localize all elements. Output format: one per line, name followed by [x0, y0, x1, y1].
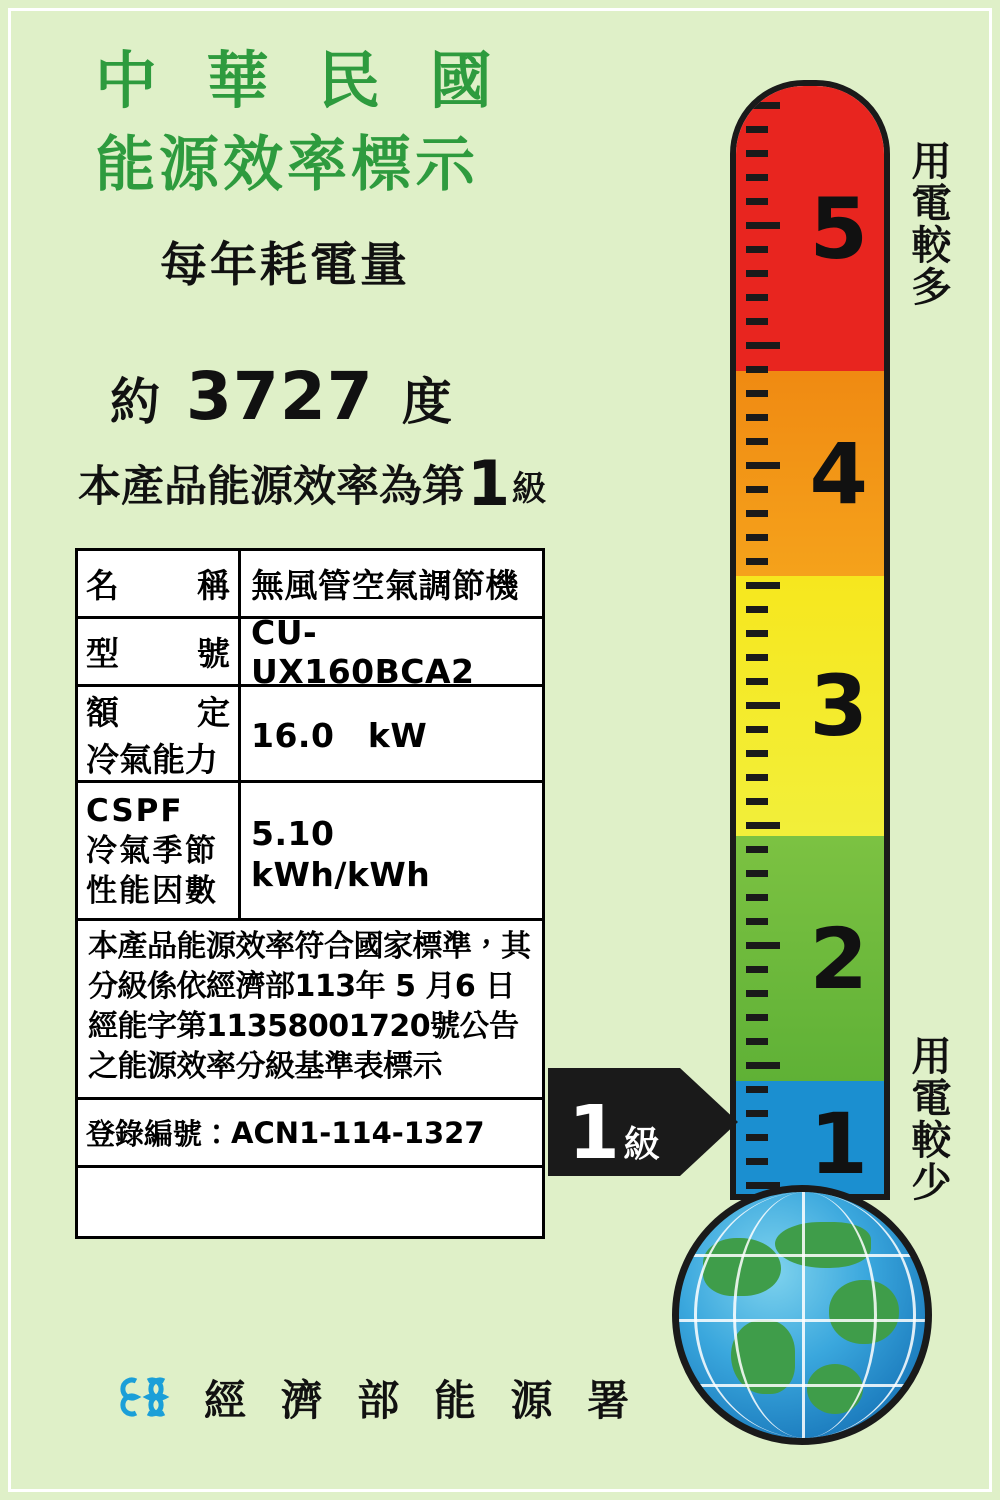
efficiency-scale [700, 80, 890, 1210]
scale-band-3-label: 3 [809, 657, 868, 755]
arrow-label [548, 1068, 680, 1176]
spec-value-name: 無風管空氣調節機 [251, 566, 519, 605]
spec-key-cspf-line1: CSPF [86, 792, 184, 829]
table-row [78, 551, 542, 619]
note-cell [78, 921, 542, 1097]
standard-note-text: 本產品能源效率符合國家標準，其分級係依經濟部113年 5 月6 日經能字第11358001720號公告之能源效率分級基準表標示 [88, 929, 531, 1084]
spec-key-cspf-line2: 冷氣季節 [86, 832, 218, 869]
page-title-line2: 能源效率標示 [95, 130, 479, 200]
registration-value: ACN1-114-1327 [231, 1115, 485, 1150]
page-subtitle: 每年耗電量 [160, 238, 410, 293]
grade-prefix: 本產品能源效率為第 [78, 462, 465, 512]
spec-value-cspf: 5.10 kWh/kWh [251, 813, 431, 894]
footer [118, 1368, 639, 1428]
page-title-line1: 中 華 民 國 [95, 44, 506, 117]
table-row-note [78, 921, 542, 1100]
globe-bulb-icon [672, 1185, 932, 1445]
efficiency-grade-statement [78, 447, 547, 520]
consumption-unit: 度 [401, 373, 452, 431]
annual-consumption [110, 358, 452, 435]
arrow-grade-number: 1 [568, 1090, 620, 1176]
spec-key-capacity-line2: 冷氣能力 [86, 739, 218, 779]
globe-sphere [672, 1185, 932, 1445]
table-row [78, 783, 542, 921]
spec-key-cspf [78, 783, 241, 918]
scale-band-5-label: 5 [809, 179, 868, 278]
scale-band-2-label: 2 [809, 909, 868, 1008]
consumption-value: 3727 [186, 358, 374, 435]
spec-value-model: CU-UX160BCA2 [251, 612, 475, 691]
spec-key-cspf-line3: 性能因數 [86, 872, 218, 909]
scale-ticks [736, 86, 884, 1194]
arrow-grade-suffix: 級 [623, 1124, 660, 1165]
scale-label-high-usage: 用電較多 [905, 140, 951, 308]
about-label: 約 [110, 373, 160, 431]
grade-pointer-arrow [548, 1068, 738, 1176]
energy-administration-logo-icon [118, 1373, 182, 1423]
scale-label-low-usage: 用電較少 [905, 1035, 951, 1203]
spec-key-model-char2: 號 [197, 634, 230, 673]
spec-table [75, 548, 545, 1239]
scale-tube [730, 80, 890, 1200]
spec-key-name-char2: 稱 [197, 566, 230, 605]
scale-band-4-label: 4 [809, 424, 868, 523]
spec-key-capacity-char1: 額 [86, 692, 119, 732]
spec-key-model-char1: 型 [86, 634, 119, 673]
registration-label: 登錄編號： [86, 1117, 232, 1151]
scale-band-1-label: 1 [809, 1094, 868, 1193]
table-row [78, 687, 542, 783]
table-row [78, 612, 542, 691]
spec-key-model [78, 619, 241, 684]
blank-row [78, 1168, 542, 1236]
spec-key-capacity-char2: 定 [197, 692, 230, 732]
registration-row [78, 1100, 542, 1168]
grade-number: 1 [467, 447, 511, 520]
arrow-head [680, 1068, 738, 1176]
grade-suffix: 級 [512, 469, 547, 509]
spec-key-name-char1: 名 [86, 566, 119, 605]
spec-value-capacity: 16.0 kW [251, 716, 428, 755]
spec-key-name [78, 551, 241, 616]
spec-key-capacity [78, 687, 241, 780]
agency-name: 經 濟 部 能 源 署 [204, 1376, 640, 1425]
